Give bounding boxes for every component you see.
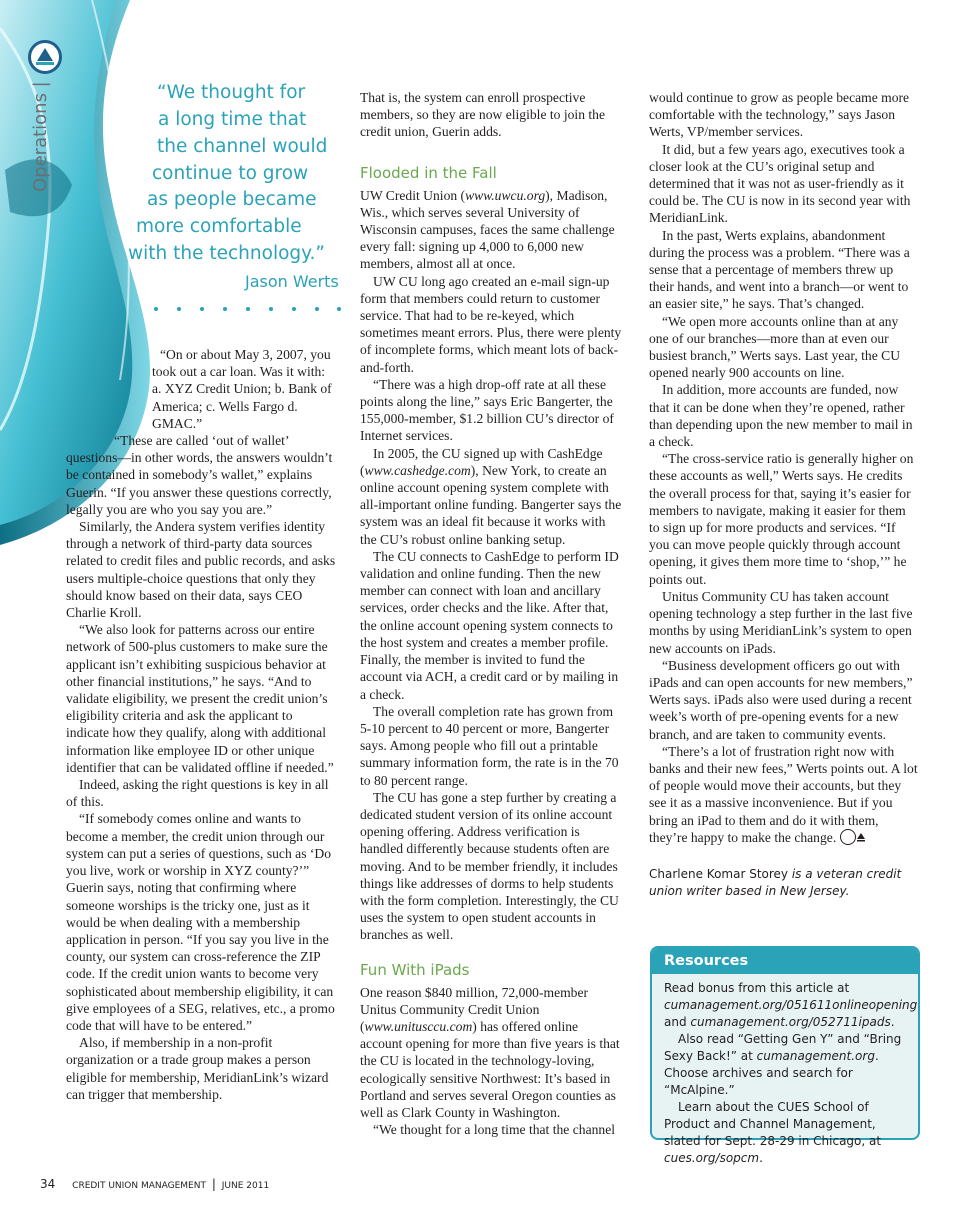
- link-ipads[interactable]: cumanagement.org/052711ipads: [690, 1015, 891, 1029]
- text-run: and: [664, 1015, 691, 1029]
- link-cues-sopcm[interactable]: cues.org/sopcm: [664, 1151, 760, 1165]
- divider-dot: [246, 307, 250, 311]
- logo-mark-icon: [31, 43, 59, 71]
- resources-box: [650, 946, 920, 1165]
- resources-line: [664, 1014, 908, 1031]
- link-cumanagement[interactable]: cumanagement.org: [756, 1049, 875, 1063]
- pull-quote-line: more comfortable: [136, 216, 302, 237]
- resources-paragraph: [664, 1099, 908, 1167]
- pull-quote-line: as people became: [147, 189, 317, 210]
- text-run: ), New York, to create an online account opening system complete with all-important online funding. Bangerter says the system was an ideal fit because it works with the CU’s robust online banking setup.: [360, 462, 622, 547]
- paragraph: The CU connects to CashEdge to perform ID validation and online funding. Then the new member can connect with loan and ancillary services, order checks and the like. After that, the online account opening system connects to the host system and creates a member profile. Finally, the member is invited to fund the account via ACH, a credit card or by mailing in a check.: [360, 548, 619, 702]
- article-column-2: [360, 89, 623, 1138]
- section-label: Operations |: [30, 81, 51, 192]
- paragraph: “The cross-service ratio is generally higher on these accounts as well,” Werts says. He credits the overall process for that, saying it’s easier for members to navigate, making it easier for them to sign up for more products and services. “If you can move people quickly through account opening, it gives them more time to ‘shop,’” he points out.: [649, 451, 914, 587]
- pull-quote-line: the channel would: [157, 136, 328, 157]
- subheading-flooded-in-the-fall: Flooded in the Fall: [360, 163, 497, 182]
- resources-paragraph: [664, 1031, 908, 1099]
- issue-date: JUNE 2011: [221, 1181, 270, 1191]
- paragraph: would continue to grow as people became more comfortable with the technology,” says Jason Werts, VP/member services.: [649, 90, 910, 140]
- url-uwcu: www.uwcu.org: [465, 187, 546, 203]
- pull-quote-line: with the technology.”: [128, 243, 325, 264]
- end-mark-icon: [840, 829, 856, 845]
- paragraph: In the past, Werts explains, abandonment during the process was a problem. “There was a sense that a percentage of members threw up their hands, and went into a branch—or went to an easier site,” he says. That’s changed.: [649, 227, 910, 312]
- text-run: ), Madison, Wis., which serves several University of Wisconsin campuses, faces the same challenge every fall: signing up 4,000 to 6,000 new members, almost all at once.: [360, 187, 615, 272]
- author-name: Charlene Komar Storey: [649, 866, 789, 881]
- paragraph: Also, if membership in a non-profit organization or a trade group makes a person eligible for membership, MeridianLink’s wizard can trigger that membership.: [66, 1035, 329, 1102]
- paragraph: In addition, more accounts are funded, now that it can be done when they’re opened, rather than depending upon the new member to mail in a check.: [649, 382, 913, 450]
- paragraph: “There was a high drop-off rate at all these points along the line,” says Eric Bangerter, the 155,000-member, $1.2 billion CU’s director of Internet services.: [360, 376, 614, 444]
- paragraph: “If somebody comes online and wants to become a member, the credit union through our system can put a series of questions, such as ‘Do you live, work or worship in XYZ county?’” Guerin says, noting that confirming where someone worships is the tricky one, just as it would be when dealing with a membership application in person. “If you say you live in the county, our system can cross-reference the ZIP code. If the credit union wants to become very sophisticated about membership eligibility, it can give employees of a SEG, relatives, etc., a promo code that will have to be entered.”: [66, 811, 335, 1033]
- text-run: “There’s a lot of frustration right now with banks and their new fees,” Werts points out. A lot of people would move their accounts, but they see it as a massive inconvenience. But if you bring an iPad to them and do it with them, they’re happy to make the change.: [649, 743, 918, 845]
- divider-dot: [223, 307, 227, 311]
- quiz-question: “On or about May 3, 2007, you took out a car loan. Was it with: a. XYZ Credit Union; b. Bank of America; c. Wells Fargo d. GMAC.”: [152, 347, 332, 431]
- divider-dot: [292, 307, 296, 311]
- footer-separator: |: [211, 1177, 216, 1191]
- article-column-3: [649, 89, 919, 900]
- text-run: In 2005, the CU signed up with CashEdge (: [360, 445, 603, 478]
- pull-quote-attribution: Jason Werts: [245, 272, 339, 291]
- paragraph: “These are called ‘out of wallet’ questions—in other words, the answers wouldn’t be contained in somebody’s wallet,” explains Guerin. “If you answer these questions correctly, legally you are who you say you are.”: [66, 433, 333, 517]
- paragraph: The overall completion rate has grown from 5-10 percent to 40 percent or more, Bangerter says. Among people who fill out a printable summary information form, the rate is in the 70 to 80 percent range.: [360, 703, 619, 788]
- link-onlineopening[interactable]: cumanagement.org/051611onlineopening: [664, 998, 918, 1012]
- publication-name: CREDIT UNION MANAGEMENT: [72, 1181, 206, 1191]
- paragraph: That is, the system can enroll prospective members, so they are now eligible to join the credit union, Guerin adds.: [360, 90, 606, 140]
- divider-dot: [177, 307, 181, 311]
- article-column-1: [66, 346, 336, 1103]
- resources-link[interactable]: [664, 997, 918, 1014]
- text-run: .: [890, 1015, 895, 1029]
- cues-logo: [28, 40, 62, 74]
- url-unitusccu: www.unitusccu.com: [364, 1018, 473, 1034]
- subheading-fun-with-ipads: Fun With iPads: [360, 960, 470, 979]
- paragraph: Unitus Community CU has taken account opening technology a step further in the last five months by using MeridianLink’s system to open new accounts on iPads.: [649, 588, 913, 656]
- divider-dot: [337, 307, 341, 311]
- paragraph: [649, 743, 919, 846]
- divider-dot: [154, 307, 158, 311]
- divider-dot: [315, 307, 319, 311]
- paragraph: “Business development officers go out with iPads and can open accounts for new members,” Werts says. iPads also were used during a recent week’s worth of pre-opening events for a new branch, and are taken to community events.: [649, 657, 913, 742]
- text-run: . Choose archives and search for “McAlpine.”: [664, 1049, 879, 1097]
- divider-dot: [200, 307, 204, 311]
- paragraph: It did, but a few years ago, executives took a closer look at the CU’s original setup and determined that it was not as user-friendly as it could be. The CU is now in its second year with MeridianLink.: [649, 141, 911, 226]
- paragraph: “We open more accounts online than at any one of our branches—more than at even our busiest branch,” Werts says. Last year, the CU opened nearly 900 accounts on line.: [649, 313, 901, 381]
- paragraph: The CU has gone a step further by creating a dedicated student version of its online account opening offering. Address verification is handled differently because students often are moving. And to be member friendly, it includes things like addresses of dorms to help students with the form completion. Interestingly, the CU uses the system to open student accounts in branches as well.: [360, 789, 619, 943]
- paragraph: [360, 445, 623, 548]
- resources-title: Resources: [652, 948, 918, 974]
- paragraph: Indeed, asking the right questions is key in all of this.: [66, 777, 329, 810]
- url-cashedge: www.cashedge.com: [364, 462, 471, 478]
- text-run: Learn about the CUES School of Product and Channel Management, slated for Sept. 28-29 in Chicago, at: [664, 1100, 882, 1148]
- paragraph: “We thought for a long time that the channel: [373, 1122, 616, 1138]
- pull-quote-line: “We thought for: [157, 82, 306, 103]
- page-footer: [40, 1177, 269, 1191]
- paragraph: UW CU long ago created an e-mail sign-up form that members could return to customer service. That had to be re-keyed, which sometimes meant errors. Plus, there were plenty of incomplete forms, which meant lots of back-and-forth.: [360, 273, 622, 375]
- pull-quote-line: continue to grow: [152, 163, 309, 184]
- text-run: UW Credit Union (: [360, 187, 466, 203]
- author-byline: [649, 866, 919, 900]
- paragraph: [360, 187, 623, 273]
- pull-quote-line: a long time that: [158, 109, 307, 130]
- text-run: ) has offered online account opening for more than five years is that the CU is located in the technology-loving, ecologically sensitive Northwest: It’s based in Portland and serves several Oregon counties as well as Clark County in Washington.: [360, 1018, 620, 1120]
- resources-line: Read bonus from this article at: [664, 981, 850, 995]
- author-description: is a veteran credit union writer based in New Jersey.: [649, 866, 902, 898]
- paragraph: [360, 984, 623, 1122]
- resources-body: [652, 974, 918, 1167]
- text-run: One reason $840 million, 72,000-member Unitus Community Credit Union (: [360, 984, 589, 1034]
- divider-dot: [269, 307, 273, 311]
- paragraph: Similarly, the Andera system verifies identity through a network of third-party data sources related to credit files and public records, and asks users multiple-choice questions that only they should know based on their data, says CEO Charlie Kroll.: [66, 519, 336, 621]
- text-run: .: [759, 1151, 763, 1165]
- page-number: 34: [40, 1177, 56, 1191]
- paragraph: “We also look for patterns across our entire network of 500-plus customers to make sure the applicant isn’t exhibiting suspicious behavior at other financial institutions,” he says. “And to validate eligibility, we present the credit union’s eligibility criteria and ask the applicant to indicate how they qualify, along with additional information like employee ID or other unique identifier that can be validated offline if needed.”: [66, 622, 334, 775]
- text-run: Also read “Getting Gen Y” and “Bring Sexy Back!” at: [664, 1032, 902, 1063]
